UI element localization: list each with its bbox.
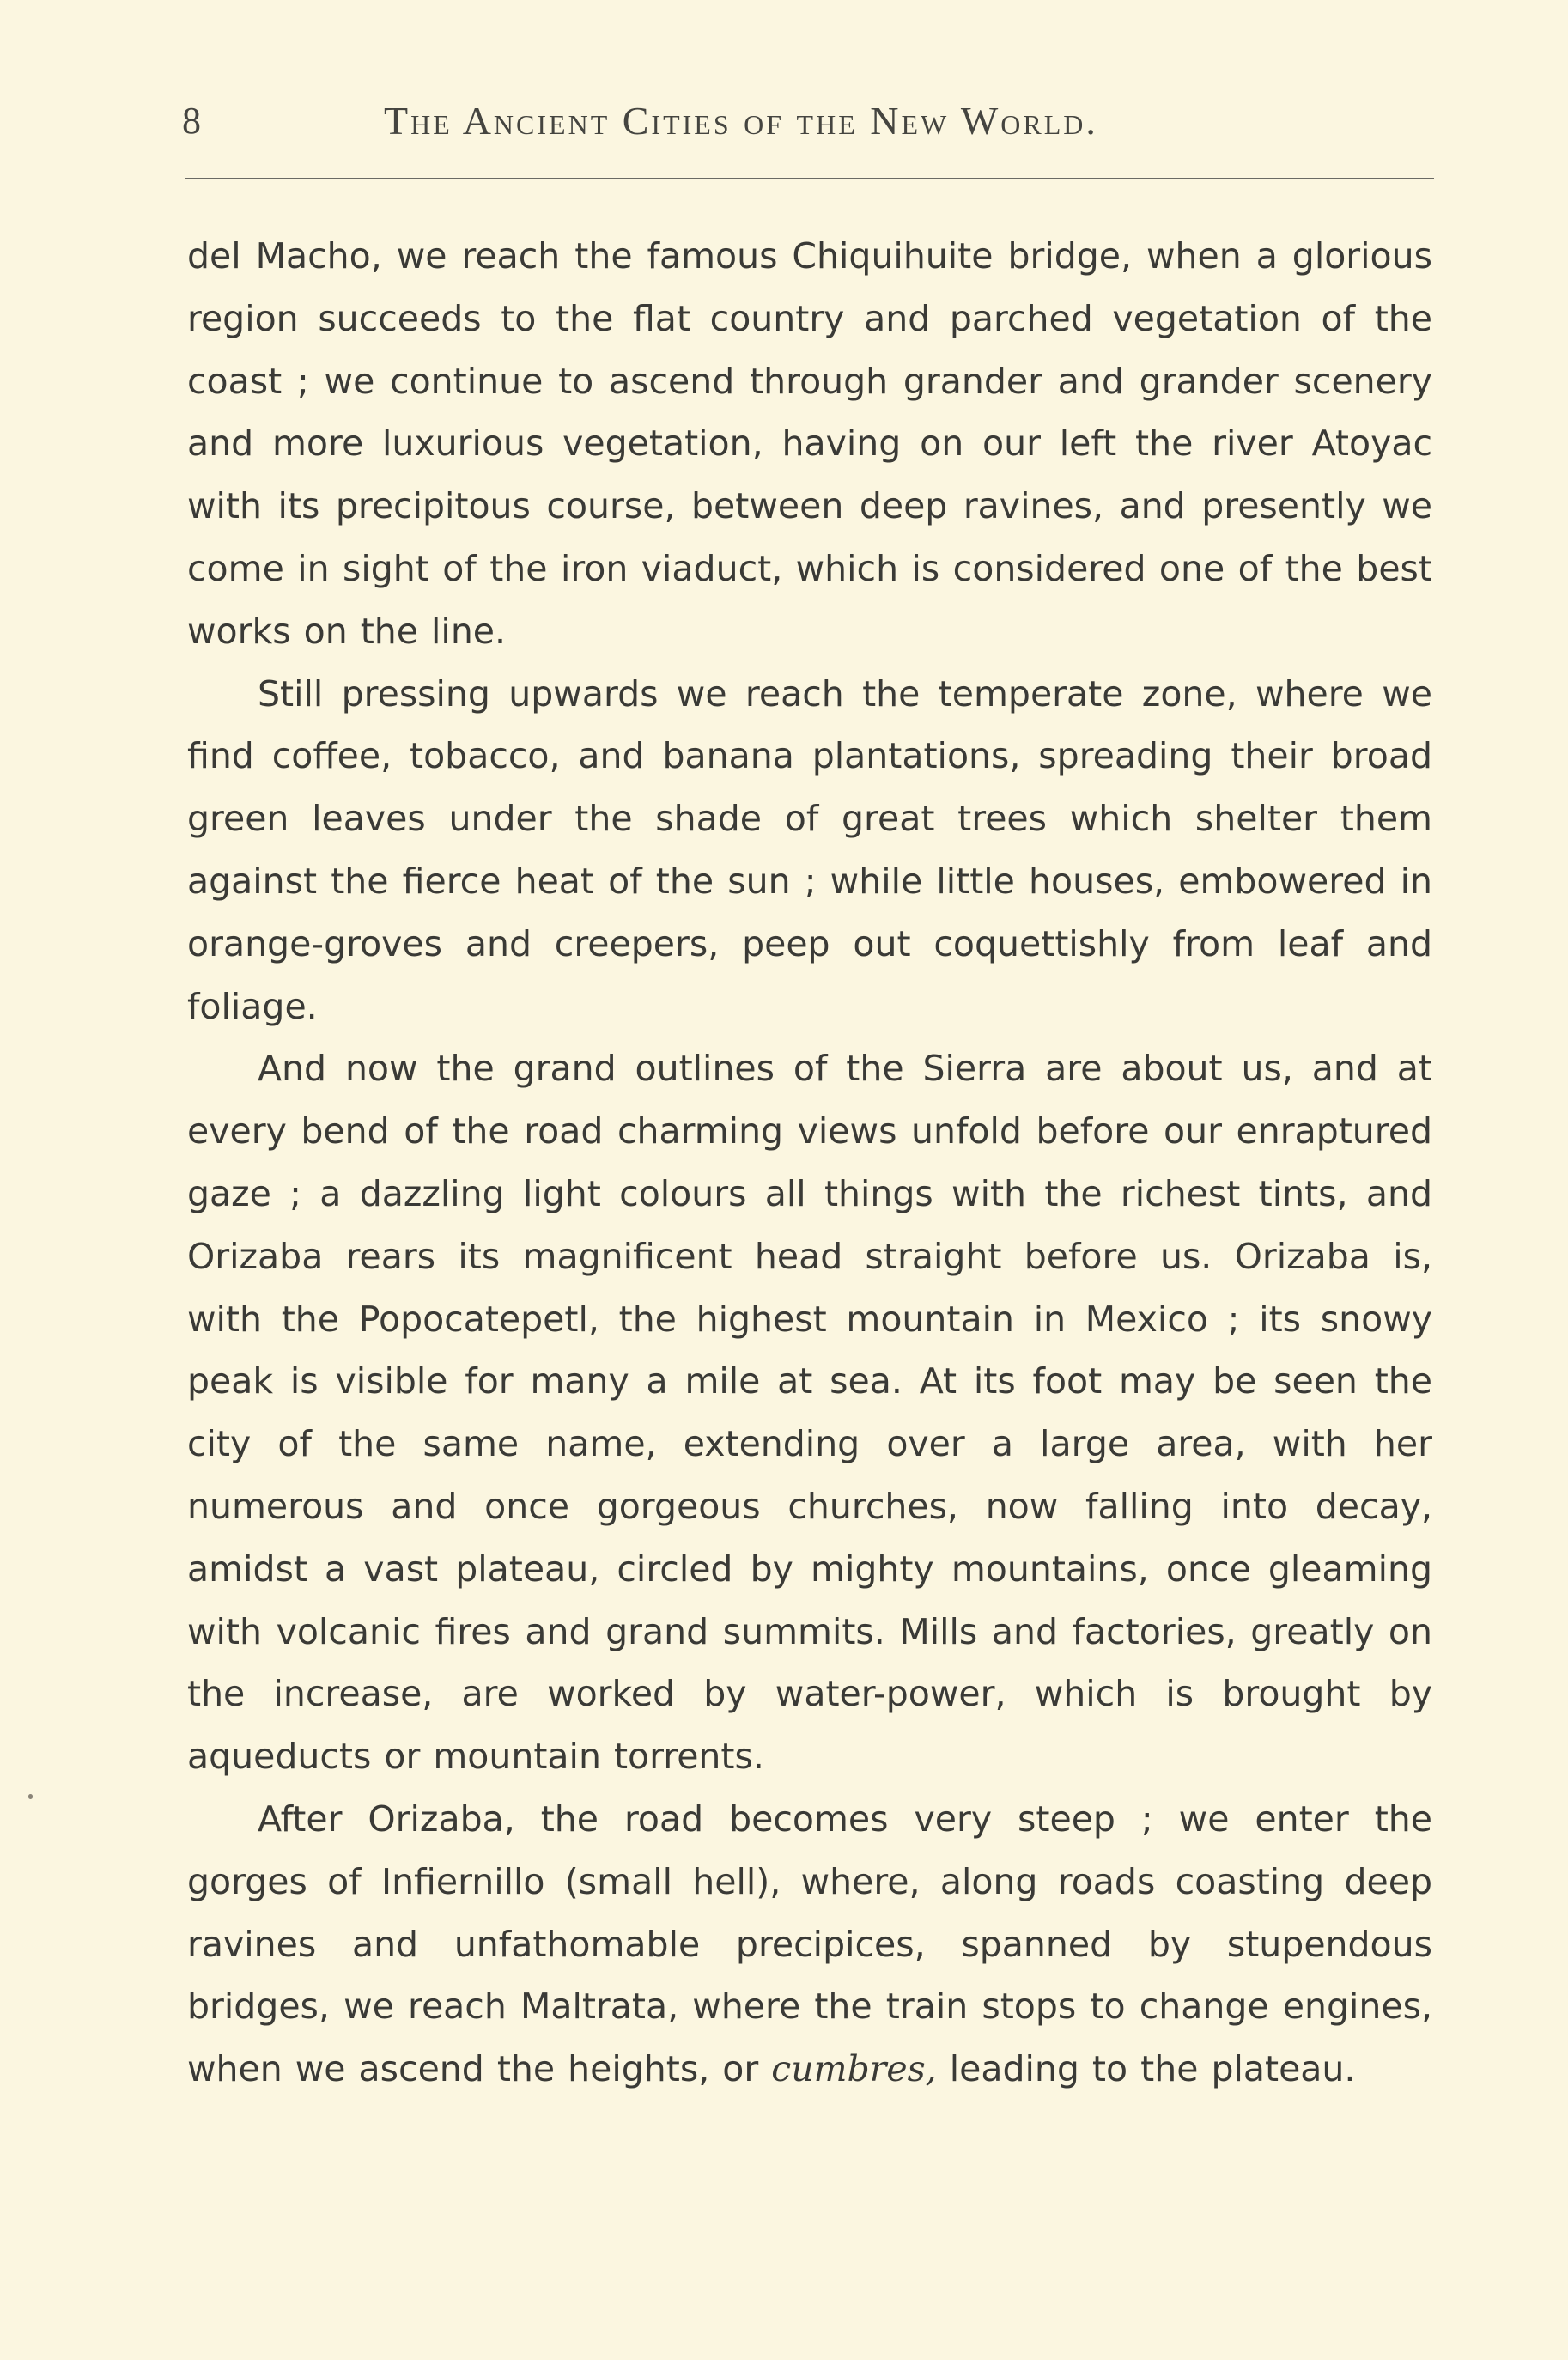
page-header xyxy=(182,82,1437,160)
paper-speck xyxy=(28,1794,33,1799)
paragraph-2: Still pressing upwards we reach the temperate zone, where we find coffee, tobacco, and banana plantations, spreading their broad green leaves under the shade of great trees which shelter them against the fierce heat of the sun ; while little houses, embowered in orange-groves and creepers, peep out coquettishly from leaf and foliage. xyxy=(187,672,1432,1027)
running-title: The Ancient Cities of the New World. xyxy=(384,99,1098,143)
italic-term-cumbres: cumbres, xyxy=(771,2048,937,2090)
paragraph-4-text-after: leading to the plateau. xyxy=(936,2048,1356,2090)
header-rule xyxy=(185,178,1434,179)
body-text xyxy=(187,225,1432,2101)
paragraph-3: And now the grand outlines of the Sierra are about us, and at every bend of the road charming views unfold before our enraptured gaze ; a dazzling light colours all things with the richest tints, and Orizaba rears its magnificent head straight before us. Orizaba is, with the Popocatepetl, the highest mountain in Mexico ; its snowy peak is visible for many a mile at sea. At its foot may be seen the city of the same name, extending over a large area, with her numerous and once gorgeous churches, now falling into decay, amidst a vast plateau, circled by mighty mountains, once gleaming with volcanic fires and grand summits. Mills and factories, greatly on the increase, are worked by water-power, which is brought by aqueducts or mountain torrents. xyxy=(187,1048,1432,1778)
page-number: 8 xyxy=(182,100,201,142)
paragraph-4-text-before: After Orizaba, the road becomes very steep ; we enter the gorges of Infiernillo (small hell), where, along roads coasting deep ravines and unfathomable precipices, spanned by stupendous bridges, we reach Maltrata, where the train stops to change engines, when we ascend the heights, or xyxy=(187,1797,1432,2090)
paragraph-4 xyxy=(187,1788,1432,2101)
paragraph-1: del Macho, we reach the famous Chiquihuite bridge, when a glorious region succeeds to the flat country and parched vegetation of the coast ; we continue to ascend through grander and grander scenery and more luxurious vegetation, having on our left the river Atoyac with its precipitous course, between deep ravines, and presently we come in sight of the iron viaduct, which is considered one of the best works on the line. xyxy=(187,235,1432,652)
